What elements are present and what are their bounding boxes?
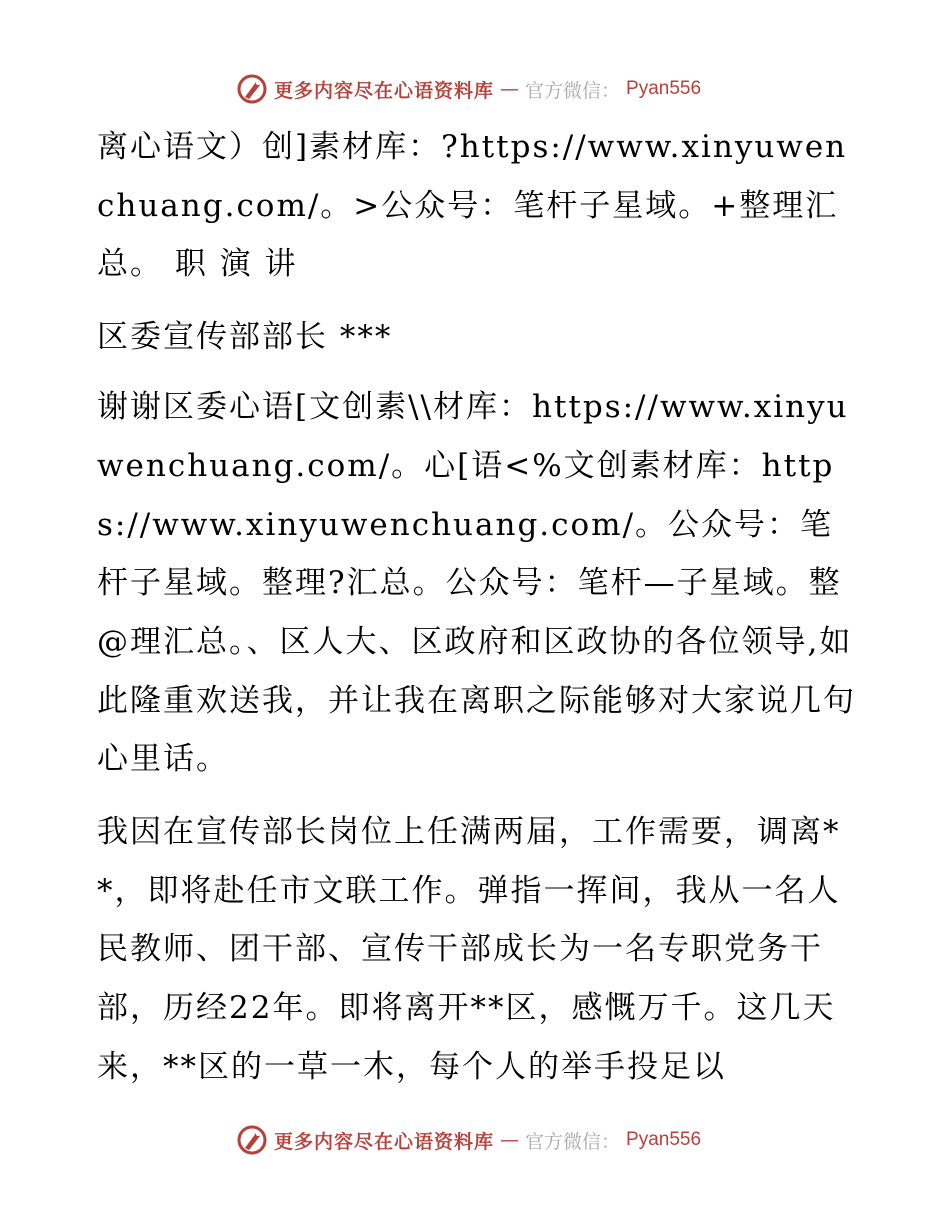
document-paragraph: 我因在宣传部长岗位上任满两届，工作需要，调离**，即将赴任市文联工作。弹指一挥间，我从一名人民教师、团干部、宣传干部成长为一名专职党务干部，历经22年。即将离开**区，感慨万千。这几天来，**区的一草一木，每个人的举手投足以 <box>97 814 841 1085</box>
author-line: 区委宣传部部长 *** <box>97 319 393 356</box>
watermark-official-label: 官方微信： <box>525 79 621 102</box>
watermark-main-text: 更多内容尽在心语资料库 <box>274 1130 495 1153</box>
document-body <box>97 118 857 1111</box>
watermark-official-label: 官方微信： <box>525 1130 621 1153</box>
footer-watermark <box>236 1123 756 1157</box>
header-watermark <box>236 72 756 106</box>
watermark-dash: — <box>500 78 520 100</box>
pen-circle-logo-icon <box>236 73 268 105</box>
document-paragraph: 离心语文）创]素材库：?https://www.xinyuwenchuang.com/。>公众号：笔杆子星域。+整理汇总。 职 演 讲 <box>97 129 848 283</box>
watermark-wechat-id: Pyan556 <box>626 1129 702 1150</box>
watermark-main-text: 更多内容尽在心语资料库 <box>274 79 495 102</box>
document-paragraph: 谢谢区委心语[文创素\\材库：https://www.xinyuwenchuang.com/。心[语<%文创素材库：https://www.xinyuwenchuang.com/。公众号：笔杆子星域。整理?汇总。公众号：笔杆—子星域。整@理汇总。、区人大、区政府和区政协的各位领导,如此隆重欢送我，并让我在离职之际能够对大家说几句心里话。 <box>97 389 856 778</box>
watermark-dash: — <box>500 1129 520 1151</box>
watermark-wechat-id: Pyan556 <box>626 78 702 99</box>
pen-circle-logo-icon <box>236 1124 268 1156</box>
